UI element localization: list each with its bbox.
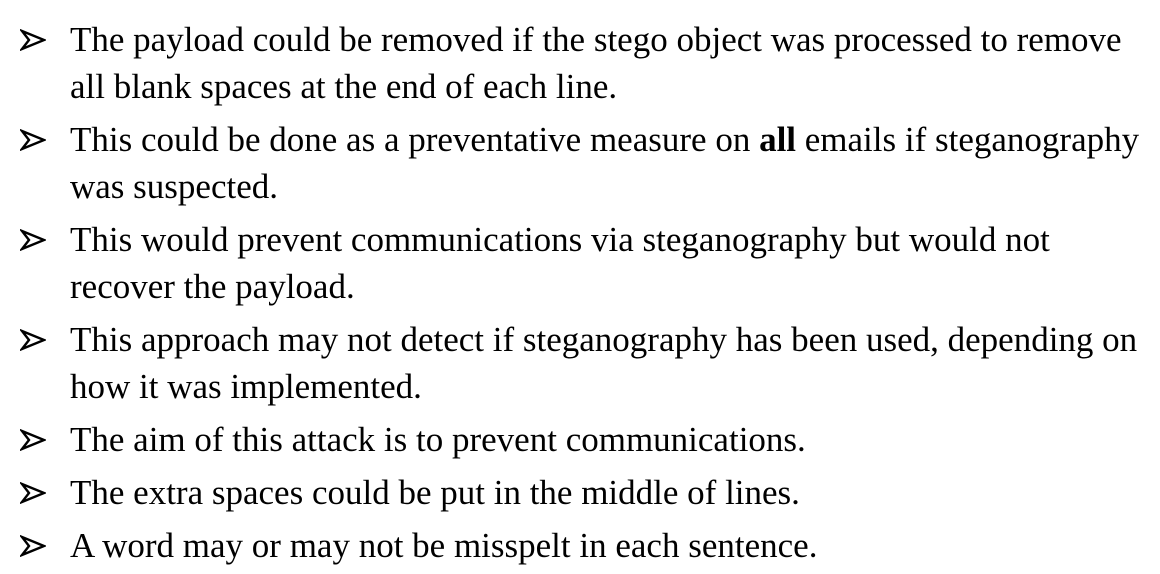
bullet-text-part: A word may or may not be misspelt in each sentence. [70, 526, 818, 565]
arrow-head-icon [20, 129, 46, 151]
arrow-head-icon [20, 429, 46, 451]
bullet-text-part: The payload could be removed if the stego object was processed to remove all blank spaces at the end of each line. [70, 20, 1122, 106]
bullet-text-part: The extra spaces could be put in the middle of lines. [70, 473, 800, 512]
bullet-text [70, 320, 1137, 406]
arrow-head-icon [20, 535, 46, 557]
emphasis-all: all [759, 120, 797, 159]
bullet-list [20, 16, 1155, 569]
bullet-text [70, 420, 806, 459]
bullet-text [70, 120, 1139, 206]
list-item [20, 416, 1155, 463]
bullet-text [70, 220, 1050, 306]
bullet-text-part: The aim of this attack is to prevent communications. [70, 420, 806, 459]
arrow-head-icon [20, 29, 46, 51]
arrow-head-icon [20, 482, 46, 504]
arrow-head-icon [20, 329, 46, 351]
bullet-text-part: This would prevent communications via steganography but would not recover the payload. [70, 220, 1050, 306]
list-item [20, 16, 1155, 110]
list-item [20, 216, 1155, 310]
bullet-text-part: emails if steganography was suspected. [70, 120, 1140, 206]
bullet-text [70, 473, 800, 512]
list-item [20, 522, 1155, 569]
bullet-text [70, 526, 817, 565]
bullet-text [70, 20, 1122, 106]
list-item [20, 116, 1155, 210]
arrow-head-icon [20, 229, 46, 251]
bullet-text-part: This could be done as a preventative measure on [70, 120, 760, 159]
bullet-text-part: This approach may not detect if steganography has been used, depending on how it was implemented. [70, 320, 1138, 406]
list-item [20, 316, 1155, 410]
list-item [20, 469, 1155, 516]
